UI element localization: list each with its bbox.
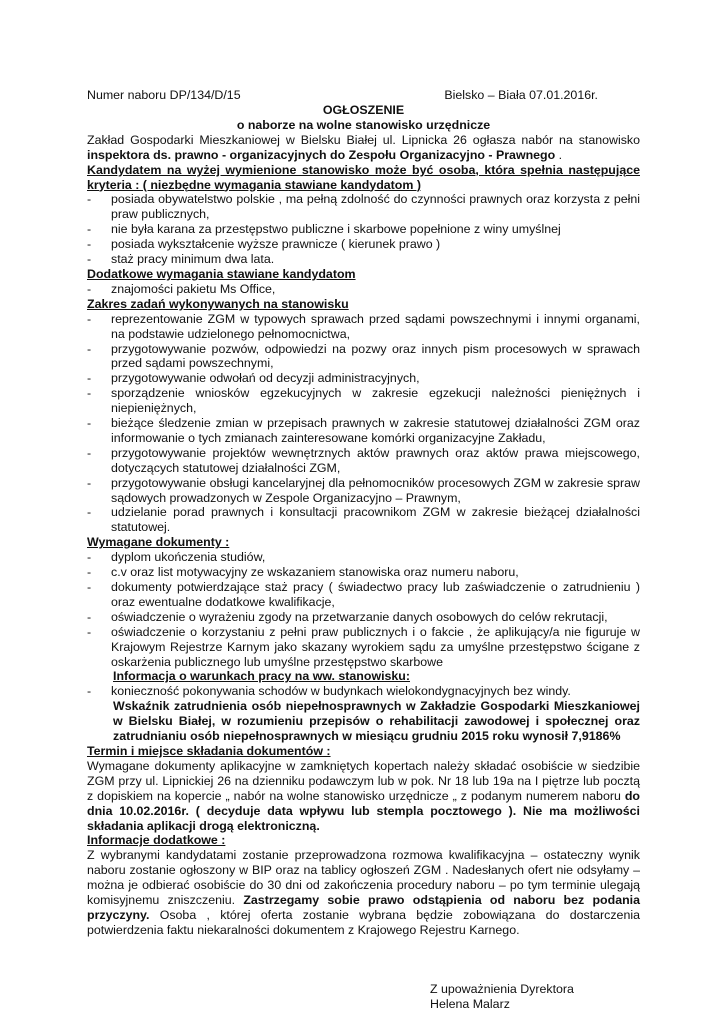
extra-text-2: Osoba , której oferta zostanie wybrana będzie zobowiązana do dostarczenia potwierdzenia faktu niekaralności dokumentem z Krajowego Rejestru Karnego. [87, 907, 640, 937]
announcement-document [87, 88, 640, 1012]
list-item: - sporządzenie wniosków egzekucyjnych w zakresie egzekucji należności pieniężnych i niepieniężnych, [87, 386, 640, 416]
document-title: OGŁOSZENIE [322, 103, 405, 117]
list-item: - oświadczenie o korzystaniu z pełni praw publicznych i o fakcie , że aplikujący/a nie figuruje w Krajowym Rejestrze Karnym jako skazany wyrokiem sądu za umyślne przestępstwo ścigane z oskarżenia publicznego lub umyślne przestępstwo skarbowe [87, 625, 640, 670]
deadline-date: do dnia 10.02.2016r. ( decyduje data wpływu lub stempla pocztowego ). Nie ma możliwości składania aplikacji drogą elektroniczną. [87, 788, 640, 833]
list-item: - znajomości pakietu Ms Office, [87, 282, 640, 297]
extra-reservation: Zastrzegamy sobie prawo odstąpienia od naboru bez podania przyczyny. [87, 893, 640, 922]
document-subtitle: o naborze na wolne stanowisko urzędnicze [236, 117, 491, 132]
signature-name: Helena Malarz [430, 996, 510, 1011]
place-and-date: Bielsko – Biała 07.01.2016r. [444, 88, 598, 102]
conditions-heading: Informacja o warunkach pracy na ww. stanowisku: [113, 669, 410, 684]
intro-text: Zakład Gospodarki Mieszkaniowej w Bielsku Białej ul. Lipnicka 26 ogłasza nabór na stanowisko [87, 132, 640, 147]
tasks-heading: Zakres zadań wykonywanych na stanowisku [87, 296, 349, 311]
list-item: - dyplom ukończenia studiów, [87, 550, 640, 565]
list-item: - dokumenty potwierdzające staż pracy ( świadectwo pracy lub zaświadczenie o zatrudnieniu ) oraz ewentualne dodatkowe kwalifikacje, [87, 580, 640, 610]
list-item: - przygotowywanie pozwów, odpowiedzi na pozwy oraz innych pism procesowych w sprawach przed sądami powszechnymi, [87, 342, 640, 372]
list-item: - reprezentowanie ZGM w typowych sprawach przed sądami powszechnymi i innymi organami, na podstawie udzielonego pełnomocnictwa, [87, 312, 640, 342]
list-item: - posiada obywatelstwo polskie , ma pełną zdolność do czynności prawnych oraz korzysta z pełni praw publicznych, [87, 192, 640, 222]
document-header [87, 88, 640, 103]
deadline-paragraph [87, 759, 640, 834]
list-item: - przygotowywanie obsługi kancelaryjnej dla pełnomocników procesowych ZGM w zakresie spraw sądowych prowadzonych w Zespole Organizacyjno – Prawnym, [87, 476, 640, 506]
intro-end: . [555, 147, 563, 162]
list-item: - c.v oraz list motywacyjny ze wskazaniem stanowiska oraz numeru naboru, [87, 565, 640, 580]
list-item: - udzielanie porad prawnych i konsultacji pracownikom ZGM w zakresie bieżącej działalności statutowej. [87, 505, 640, 535]
intro-paragraph [87, 133, 640, 163]
signature-authority: Z upoważnienia Dyrektora [430, 981, 574, 996]
list-item: - posiada wykształcenie wyższe prawnicze ( kierunek prawo ) [87, 237, 640, 252]
list-item: - konieczność pokonywania schodów w budynkach wielokondygnacyjnych bez windy. [87, 684, 640, 699]
list-item: - staż pracy minimum dwa lata. [87, 252, 640, 267]
signature-block [430, 982, 640, 1012]
list-item: - oświadczenie o wyrażeniu zgody na przetwarzanie danych osobowych do celów rekrutacji, [87, 610, 640, 625]
position-name: inspektora ds. prawno - organizacyjnych do Zespołu Organizacyjno - Prawnego [87, 147, 556, 162]
list-item: - przygotowywanie projektów wewnętrznych aktów prawnych oraz aktów prawa miejscowego, dotyczących statutowej działalności ZGM, [87, 446, 640, 476]
extra-text-1: Z wybranymi kandydatami zostanie przeprowadzona rozmowa kwalifikacyjna – ostateczny wynik naboru zostanie ogłoszony w BIP oraz na tablicy ogłoszeń ZGM . Nadesłanych ofert nie odsyłamy – można je odbierać osobiście do 30 dni od zakończenia procedury naboru – po tym terminie ulegają komisyjnemu zniszczeniu. [87, 848, 640, 908]
additional-heading: Dodatkowe wymagania stawiane kandydatom [87, 266, 356, 281]
extra-info-heading: Informacje dodatkowe : [87, 833, 226, 848]
candidate-heading: Kandydatem na wyżej wymienione stanowisko może być osoba, która spełnia następujące kryteria : ( niezbędne wymagania stawiane kandydatom ) [87, 162, 640, 192]
recruitment-number: Numer naboru DP/134/D/15 [87, 88, 241, 102]
documents-heading: Wymagane dokumenty : [87, 535, 230, 550]
deadline-heading: Termin i miejsce składania dokumentów : [87, 743, 331, 758]
list-item: - bieżące śledzenie zmian w przepisach prawnych w zakresie statutowej działalności ZGM oraz informowanie o tych zmianach zainteresowane komórki organizacyjne Zakładu, [87, 416, 640, 446]
employment-indicator: Wskaźnik zatrudnienia osób niepełnosprawnych w Zakładzie Gospodarki Mieszkaniowej w Bielsku Białej, w rozumieniu przepisów o rehabilitacji zawodowej i społecznej oraz zatrudnianiu osób niepełnosprawnych w miesiącu grudniu 2015 roku wynosił 7,9186% [113, 699, 640, 744]
list-item: - przygotowywanie odwołań od decyzji administracyjnych, [87, 371, 640, 386]
deadline-text: Wymagane dokumenty aplikacyjne w zamkniętych kopertach należy składać osobiście w siedzibie ZGM przy ul. Lipnickiej 26 na dzienniku podawczym lub w pok. Nr 18 lub 19a na I piętrze lub pocztą z dopiskiem na kopercie „ nabór na wolne stanowisko urzędnicze „ z podanym numerem naboru [87, 758, 640, 803]
extra-info-paragraph [87, 848, 640, 937]
list-item: - nie była karana za przestępstwo publiczne i skarbowe popełnione z winy umyślnej [87, 222, 640, 237]
